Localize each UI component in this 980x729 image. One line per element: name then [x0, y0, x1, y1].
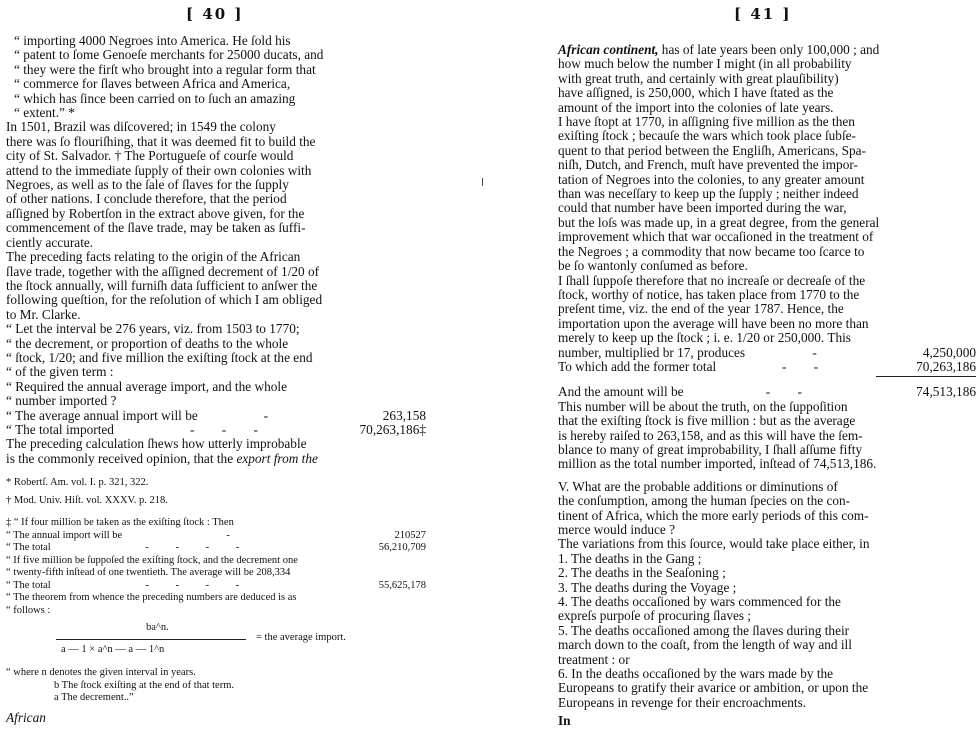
paragraph-line: how much below the number I might (in all probability	[558, 56, 852, 72]
paragraph-line: ſtock, worthy of notice, has taken place from 1770 to the	[558, 286, 860, 302]
paragraph-line: The variations from this ſource, would take place either, in	[558, 536, 870, 552]
formula-result: = the average import.	[256, 632, 346, 643]
paragraph-line: of other nations. I conclude therefore, that the period	[6, 191, 287, 207]
question-line: tinent of Africa, which the more early periods of this com-	[558, 507, 869, 523]
row-label: And the amount will be	[558, 384, 684, 400]
footnote-line: “ where n denotes the given interval in years.	[6, 667, 196, 678]
paragraph-line: This number will be about the truth, on the ſuppoſition	[558, 398, 848, 414]
list-item: expreſs purpoſe of procuring ſlaves ;	[558, 608, 752, 624]
paragraph-line: the ſtock annually, will furniſh data ſufficient to anſwer the	[6, 277, 318, 293]
row-dashes: - -	[782, 358, 831, 374]
quote-line: “ number imported ?	[6, 393, 117, 409]
row-value: 55,625,178	[378, 579, 426, 591]
row-label: number, multiplied br 17, produces	[558, 344, 746, 360]
list-item: 5. The deaths occaſioned among the ſlaves during their	[558, 622, 850, 638]
footnote-line: “ twenty-fifth inſtead of one twentieth. The average will be 208,334	[6, 567, 291, 578]
footnote: * Robertſ. Am. vol. I. p. 321, 322.	[6, 477, 149, 489]
row-label: “ The annual import will be	[6, 529, 123, 541]
quote-line: “ extent.” *	[14, 105, 75, 121]
paragraph-line: Negroes, as well as to the ſale of ſlaves for the ſupply	[6, 177, 289, 193]
paragraph-line: I have ſtopt at 1770, in aſſigning five million as the then	[558, 114, 855, 130]
paragraph-line: aſſigned by Robertſon in the extract above given, for the	[6, 205, 305, 221]
formula-denominator: a — 1 × a^n — a — 1^n	[61, 644, 165, 655]
quote-line: “ commerce for ſlaves between Africa and America,	[14, 76, 291, 92]
formula-numerator: ba^n.	[146, 622, 169, 633]
footnote-line: “ The theorem from whence the preceding numbers are deduced is as	[6, 592, 297, 603]
left-page-body	[6, 34, 426, 725]
row-dashes: - - -	[190, 421, 270, 437]
paragraph-line: be ſo wantonly conſumed as before.	[558, 258, 748, 274]
list-item: 6. In the deaths occaſioned by the wars made by the	[558, 666, 834, 682]
paragraph-line: is the commonly received opinion, that the export from the	[6, 450, 318, 466]
row-label: “ The total	[6, 579, 51, 591]
row-value: 263,158	[382, 407, 426, 423]
page-number: [ 41 ]	[734, 5, 792, 23]
total-row	[558, 385, 976, 399]
quote-line: “ patent to ſome Genoeſe merchants for 25000 ducats, and	[14, 47, 324, 63]
sum-rule	[876, 376, 976, 377]
list-item: 3. The deaths during the Voyage ;	[558, 579, 737, 595]
footnote-row	[6, 530, 426, 543]
quote-line: “ Required the annual average import, and the whole	[6, 378, 287, 394]
paragraph-line: importation upon the average will have been no more than	[558, 315, 869, 331]
question-line: V. What are the probable additions or diminutions of	[558, 478, 838, 494]
row-label: “ The total imported	[6, 421, 114, 437]
quote-line: “ importing 4000 Negroes into America. He ſold his	[14, 33, 291, 48]
paragraph-line: could that number have been imported during the war,	[558, 200, 847, 216]
paragraph-line: I ſhall ſuppoſe therefore that no increaſe or decreaſe of the	[558, 272, 866, 288]
row-value: 210527	[394, 529, 426, 541]
row-dashes: -	[812, 344, 829, 360]
footnote-row	[6, 580, 426, 593]
right-page-body	[558, 43, 976, 729]
quote-line: “ they were the firſt who brought into a regular form that	[14, 61, 316, 77]
footnote-line: b The ſtock exiſting at the end of that term.	[54, 679, 235, 691]
paragraph-line: is hereby raiſed to 263,158, and as this will have the ſem-	[558, 427, 863, 443]
paragraph-line: with great truth, and certainly with great plauſibility)	[558, 70, 839, 86]
row-value: 74,513,186	[916, 384, 976, 400]
paragraph-line: ciently accurate.	[6, 234, 94, 250]
quote-line: “ the decrement, or proportion of deaths to the whole	[6, 335, 289, 351]
row-dashes: -	[226, 529, 242, 541]
list-item: 1. The deaths in the Gang ;	[558, 550, 702, 566]
row-label: “ The average annual import will be	[6, 407, 198, 423]
row-value: 56,210,709	[378, 542, 426, 553]
page-number: [ 40 ]	[186, 5, 244, 23]
gutter-mark	[482, 178, 483, 186]
catchword: In	[558, 713, 571, 729]
paragraph-line: tation of Negroes into the colonies, to any greater amount	[558, 171, 865, 187]
footnote: † Mod. Univ. Hiſt. vol. XXXV. p. 218.	[6, 494, 168, 506]
footnote-line: ‡ “ If four million be taken as the exiſting ſtock : Then	[6, 517, 234, 528]
quote-line: “ ſtock, 1/20; and five million the exiſting ſtock at the end	[6, 349, 313, 365]
row-dashes: -	[263, 407, 281, 423]
paragraph-line: African continent, has of late years been only 100,000 ; and	[558, 42, 880, 57]
italic-phrase: export from the	[236, 450, 318, 466]
paragraph-line: niſh, Dutch, and French, muſt have prevented the impor-	[558, 157, 858, 173]
paragraph-line: but the loſs was made up, in a great degree, from the general	[558, 214, 880, 230]
row-dashes: - -	[765, 384, 814, 400]
row-value: 4,250,000	[922, 344, 976, 360]
footnote-line: “ follows :	[6, 604, 51, 616]
quote-line: “ of the given term :	[6, 364, 114, 380]
paragraph-line: million as the total number imported, inſtead of 74,513,186.	[558, 456, 877, 472]
list-item: Europeans to gratify their avarice or ambition, or upon the	[558, 680, 869, 696]
sum-row	[558, 346, 976, 360]
row-value: 70,263,186‡	[359, 421, 426, 437]
paragraph-line: attend to the immediate ſupply of their own colonies with	[6, 162, 312, 178]
quote-line: “ Let the interval be 276 years, viz. from 1503 to 1770;	[6, 321, 300, 337]
paragraph-line: there was ſo flouriſhing, that it was deemed fit to build the	[6, 133, 316, 149]
list-item: 2. The deaths in the Seaſoning ;	[558, 565, 726, 581]
paragraph-line: to Mr. Clarke.	[6, 306, 81, 322]
paragraph-line: In 1501, Brazil was diſcovered; in 1549 the colony	[6, 119, 276, 135]
row-dashes: - - - -	[145, 579, 252, 591]
question-line: the conſumption, among the human ſpecies on the con-	[558, 493, 851, 509]
paragraph-line: following queſtion, for the reſolution of which I am obliged	[6, 292, 323, 308]
paragraph-line: exiſting ſtock ; becauſe the wars which took place ſubſe-	[558, 128, 856, 144]
footnote-line: “ If five million be ſuppoſed the exiſting ſtock, and the decrement one	[6, 554, 298, 566]
catchword: African	[6, 709, 46, 725]
footnote-row	[6, 542, 426, 555]
paragraph-line: preſent time, viz. the end of the year 1787. Hence, the	[558, 301, 844, 317]
paragraph-line: amount of the import into the colonies of late years.	[558, 99, 834, 115]
paragraph-line: The preceding facts relating to the origin of the African	[6, 249, 301, 265]
row-dashes: - - - -	[145, 542, 252, 553]
paragraph-line: The preceding calculation ſhews how utterly improbable	[6, 436, 307, 452]
calc-row	[6, 409, 426, 423]
calc-row	[6, 423, 426, 437]
paragraph-line: have aſſigned, is 250,000, which I have ſtated as the	[558, 85, 834, 101]
list-item: Europeans in revenge for their encroachments.	[558, 694, 807, 710]
paragraph-line: city of St. Salvador. † The Portugueſe of courſe would	[6, 148, 294, 164]
italic-lead: African continent,	[558, 42, 659, 57]
footnote-line: a The decrement..”	[54, 692, 134, 703]
sum-row	[558, 360, 976, 374]
list-item: 4. The deaths occaſioned by wars commenced for the	[558, 594, 841, 610]
theorem-formula	[6, 617, 426, 667]
paragraph-line: merely to keep up the ſtock ; i. e. 1/20 or 250,000. This	[558, 330, 851, 346]
paragraph-line: that the exiſting ſtock is five million : but as the average	[558, 413, 856, 429]
paragraph-line: quent to that period between the Engliſh, Americans, Spa-	[558, 142, 866, 158]
row-label: “ The total	[6, 542, 51, 553]
list-item: march down to the coaſt, from the length of way and ill	[558, 637, 852, 653]
paragraph-line: than was neceſſary to keep up the ſupply ; neither indeed	[558, 186, 859, 202]
question-line: merce would induce ?	[558, 522, 676, 537]
formula-bar	[56, 639, 246, 640]
paragraph-line: commencement of the ſlave trade, may be taken as ſuffi-	[6, 220, 306, 236]
paragraph-line: improvement which that war occaſioned in the treatment of	[558, 229, 874, 245]
paragraph-line: ſlave trade, together with the aſſigned decrement of 1/20 of	[6, 263, 320, 279]
spacer	[6, 466, 426, 476]
paragraph-line: the Negroes ; a commodity that now became too ſcarce to	[558, 243, 865, 259]
list-item: treatment : or	[558, 651, 630, 667]
quote-line: “ which has ſince been carried on to ſuch an amazing	[14, 90, 296, 106]
row-value: 70,263,186	[916, 358, 976, 374]
paragraph-line: blance to many of great improbability, I ſhall aſſume fifty	[558, 441, 863, 457]
row-label: To which add the former total	[558, 358, 717, 374]
